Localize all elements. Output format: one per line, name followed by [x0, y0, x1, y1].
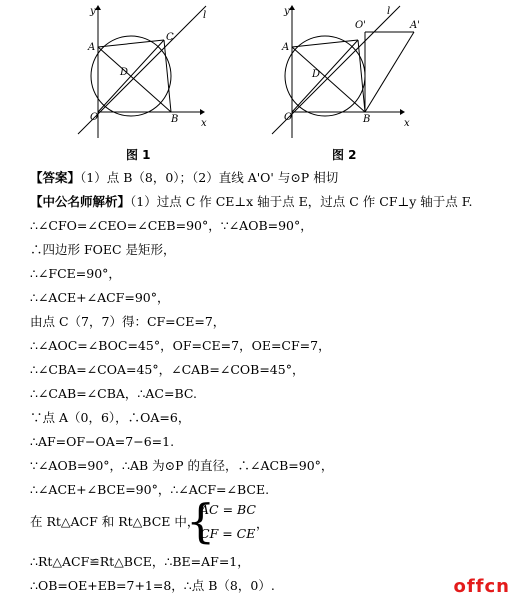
fig1-x-label: x: [201, 118, 207, 129]
analysis-line-15: ∴Rt△ACF≌Rt△BCE，∴BE=AF=1，: [30, 554, 250, 569]
analysis-line-3: ∴四边形 FOEC 是矩形，: [30, 242, 176, 257]
fig2-O-label: O: [284, 112, 293, 123]
system-eq-2: CF = CE: [200, 526, 256, 541]
fig1-C-label: C: [166, 32, 174, 43]
analysis-line-5: ∴∠ACE+∠ACF=90°，: [30, 290, 170, 305]
answer-head: 【答案】: [30, 170, 81, 185]
system-eq-1: AC = BC: [200, 502, 256, 517]
fig1-l-label: l: [203, 10, 207, 21]
analysis-line-1: [30, 194, 472, 210]
analysis-line-14: 在 Rt△ACF 和 Rt△BCE 中，: [30, 514, 200, 529]
analysis-text-1: （1）过点 C 作 CE⊥x 轴于点 E，过点 C 作 CF⊥y 轴于点 F.: [130, 194, 473, 209]
analysis-line-12: ∵∠AOB=90°，∴AB 为⊙P 的直径，∴∠ACB=90°，: [30, 458, 334, 473]
fig2-A-prime-label: A': [410, 20, 420, 31]
fig1-y-label: y: [90, 6, 96, 17]
fig1-O-label: O: [90, 112, 99, 123]
figure-2-caption: 图 2: [332, 148, 357, 162]
analysis-line-7: ∴∠AOC=∠BOC=45°，OF=CE=7，OE=CF=7，: [30, 338, 331, 353]
answer-text: （1）点 B（8，0）；（2）直线 A'O' 与⊙P 相切: [80, 170, 339, 185]
analysis-line-4: ∴∠FCE=90°，: [30, 266, 121, 281]
figure-1-diagram: [68, 2, 218, 142]
fig1-A-label: A: [88, 42, 96, 53]
answer-line: [30, 170, 338, 186]
figure-2: [262, 2, 422, 162]
fig2-y-label: y: [284, 6, 290, 17]
fig2-A-label: A: [282, 42, 290, 53]
figure-2-diagram: [262, 2, 422, 142]
analysis-line-6: 由点 C（7，7）得：CF=CE=7，: [30, 314, 226, 329]
figure-1-caption: 图 1: [126, 148, 151, 162]
fig2-x-label: x: [404, 118, 410, 129]
analysis-head: 【中公名师解析】: [30, 194, 131, 209]
analysis-line-13: ∴∠ACE+∠BCE=90°，∴∠ACF=∠BCE.: [30, 482, 270, 497]
offcn-watermark: offcn: [453, 576, 510, 597]
fig1-B-label: B: [171, 114, 179, 125]
fig2-B-label: B: [363, 114, 371, 125]
analysis-line-2: ∴∠CFO=∠CEO=∠CEB=90°，∵∠AOB=90°，: [30, 218, 313, 233]
analysis-line-10: ∵点 A（0，6），∴OA=6，: [30, 410, 191, 425]
fig2-l-label: l: [387, 6, 391, 17]
system-tail: ，: [256, 516, 269, 531]
fig2-O-prime-label: O': [355, 20, 366, 31]
system-brace: {: [186, 494, 216, 548]
analysis-line-8: ∴∠CBA=∠COA=45°，∠CAB=∠COB=45°，: [30, 362, 305, 377]
analysis-line-16: ∴OB=OE+EB=7+1=8，∴点 B（8，0）.: [30, 578, 275, 593]
fig2-D-label: D: [312, 69, 321, 80]
analysis-line-11: ∴AF=OF−OA=7−6=1.: [30, 434, 175, 449]
figure-1: [68, 2, 218, 162]
analysis-line-9: ∴∠CAB=∠CBA，∴AC=BC.: [30, 386, 197, 401]
fig1-D-label: D: [120, 67, 129, 78]
